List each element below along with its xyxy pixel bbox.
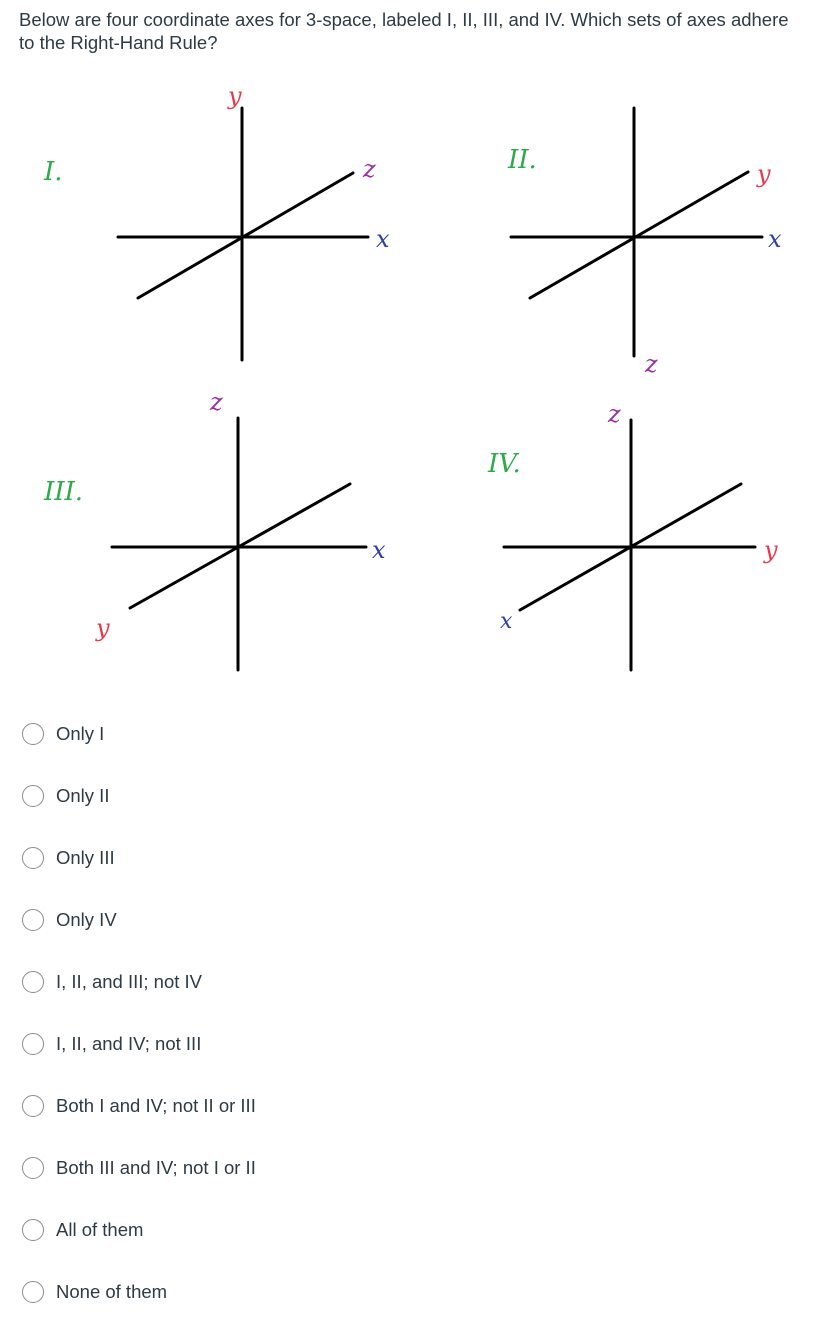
radio-button[interactable] bbox=[22, 785, 44, 807]
option-label: Both I and IV; not II or III bbox=[56, 1095, 256, 1116]
diagram-1-right-label: x bbox=[376, 225, 390, 253]
axes-diagram-svg bbox=[0, 80, 820, 690]
option-label: All of them bbox=[56, 1219, 144, 1240]
radio-button[interactable] bbox=[22, 723, 44, 745]
diagram-1-roman-label: I. bbox=[44, 157, 63, 187]
radio-button[interactable] bbox=[22, 1095, 44, 1117]
diagram-4-near-label: x bbox=[500, 609, 513, 634]
option-only-iv[interactable] bbox=[22, 906, 117, 934]
diagram-3-roman-label: III. bbox=[44, 477, 84, 507]
radio-button[interactable] bbox=[22, 909, 44, 931]
option-iii-and-iv[interactable] bbox=[22, 1154, 256, 1182]
coordinate-axes-figure bbox=[0, 80, 820, 690]
option-i-ii-iii[interactable] bbox=[22, 968, 202, 996]
diagram-2-right-label: x bbox=[768, 225, 782, 253]
option-only-iii[interactable] bbox=[22, 844, 115, 872]
option-label: I, II, and IV; not III bbox=[56, 1033, 202, 1054]
option-i-ii-iv[interactable] bbox=[22, 1030, 201, 1058]
option-only-i[interactable] bbox=[22, 720, 104, 748]
axes-diagram-3 bbox=[112, 418, 366, 670]
radio-button[interactable] bbox=[22, 1157, 44, 1179]
diagram-2-diagonal-axis bbox=[530, 172, 748, 298]
question-text: Below are four coordinate axes for 3-space, labeled I, II, III, and IV. Which sets of axes adhere to the Right-Hand Rule? bbox=[19, 9, 789, 53]
option-all[interactable] bbox=[22, 1216, 143, 1244]
diagram-4-right-label: y bbox=[764, 536, 778, 564]
axes-diagram-1 bbox=[118, 108, 368, 360]
option-label: I, II, and III; not IV bbox=[56, 971, 203, 992]
radio-button[interactable] bbox=[22, 1219, 44, 1241]
option-i-and-iv[interactable] bbox=[22, 1092, 256, 1120]
radio-button[interactable] bbox=[22, 1033, 44, 1055]
axes-diagram-2 bbox=[511, 108, 762, 356]
diagram-2-roman-label: II. bbox=[508, 145, 537, 175]
option-label: Only III bbox=[56, 847, 115, 868]
diagram-1-up-label: y bbox=[228, 82, 242, 110]
diagram-4-roman-label: IV. bbox=[488, 449, 521, 479]
option-label: Only IV bbox=[56, 909, 117, 930]
diagram-3-near-label: y bbox=[96, 614, 110, 642]
diagram-4-up-label: z bbox=[608, 400, 621, 428]
radio-button[interactable] bbox=[22, 847, 44, 869]
axes-diagram-4 bbox=[504, 420, 755, 670]
option-only-ii[interactable] bbox=[22, 782, 109, 810]
diagram-3-up-label: z bbox=[210, 388, 223, 416]
option-label: None of them bbox=[56, 1281, 168, 1302]
diagram-1-far-label: z bbox=[363, 155, 376, 183]
radio-button[interactable] bbox=[22, 1281, 44, 1303]
option-label: Only II bbox=[56, 785, 110, 806]
diagram-2-far-label: y bbox=[757, 160, 771, 188]
radio-button[interactable] bbox=[22, 971, 44, 993]
diagram-3-right-label: x bbox=[372, 536, 386, 564]
option-none[interactable] bbox=[22, 1278, 167, 1306]
option-label: Both III and IV; not I or II bbox=[56, 1157, 256, 1178]
diagram-2-down-label: z bbox=[645, 350, 658, 378]
option-label: Only I bbox=[56, 723, 105, 744]
